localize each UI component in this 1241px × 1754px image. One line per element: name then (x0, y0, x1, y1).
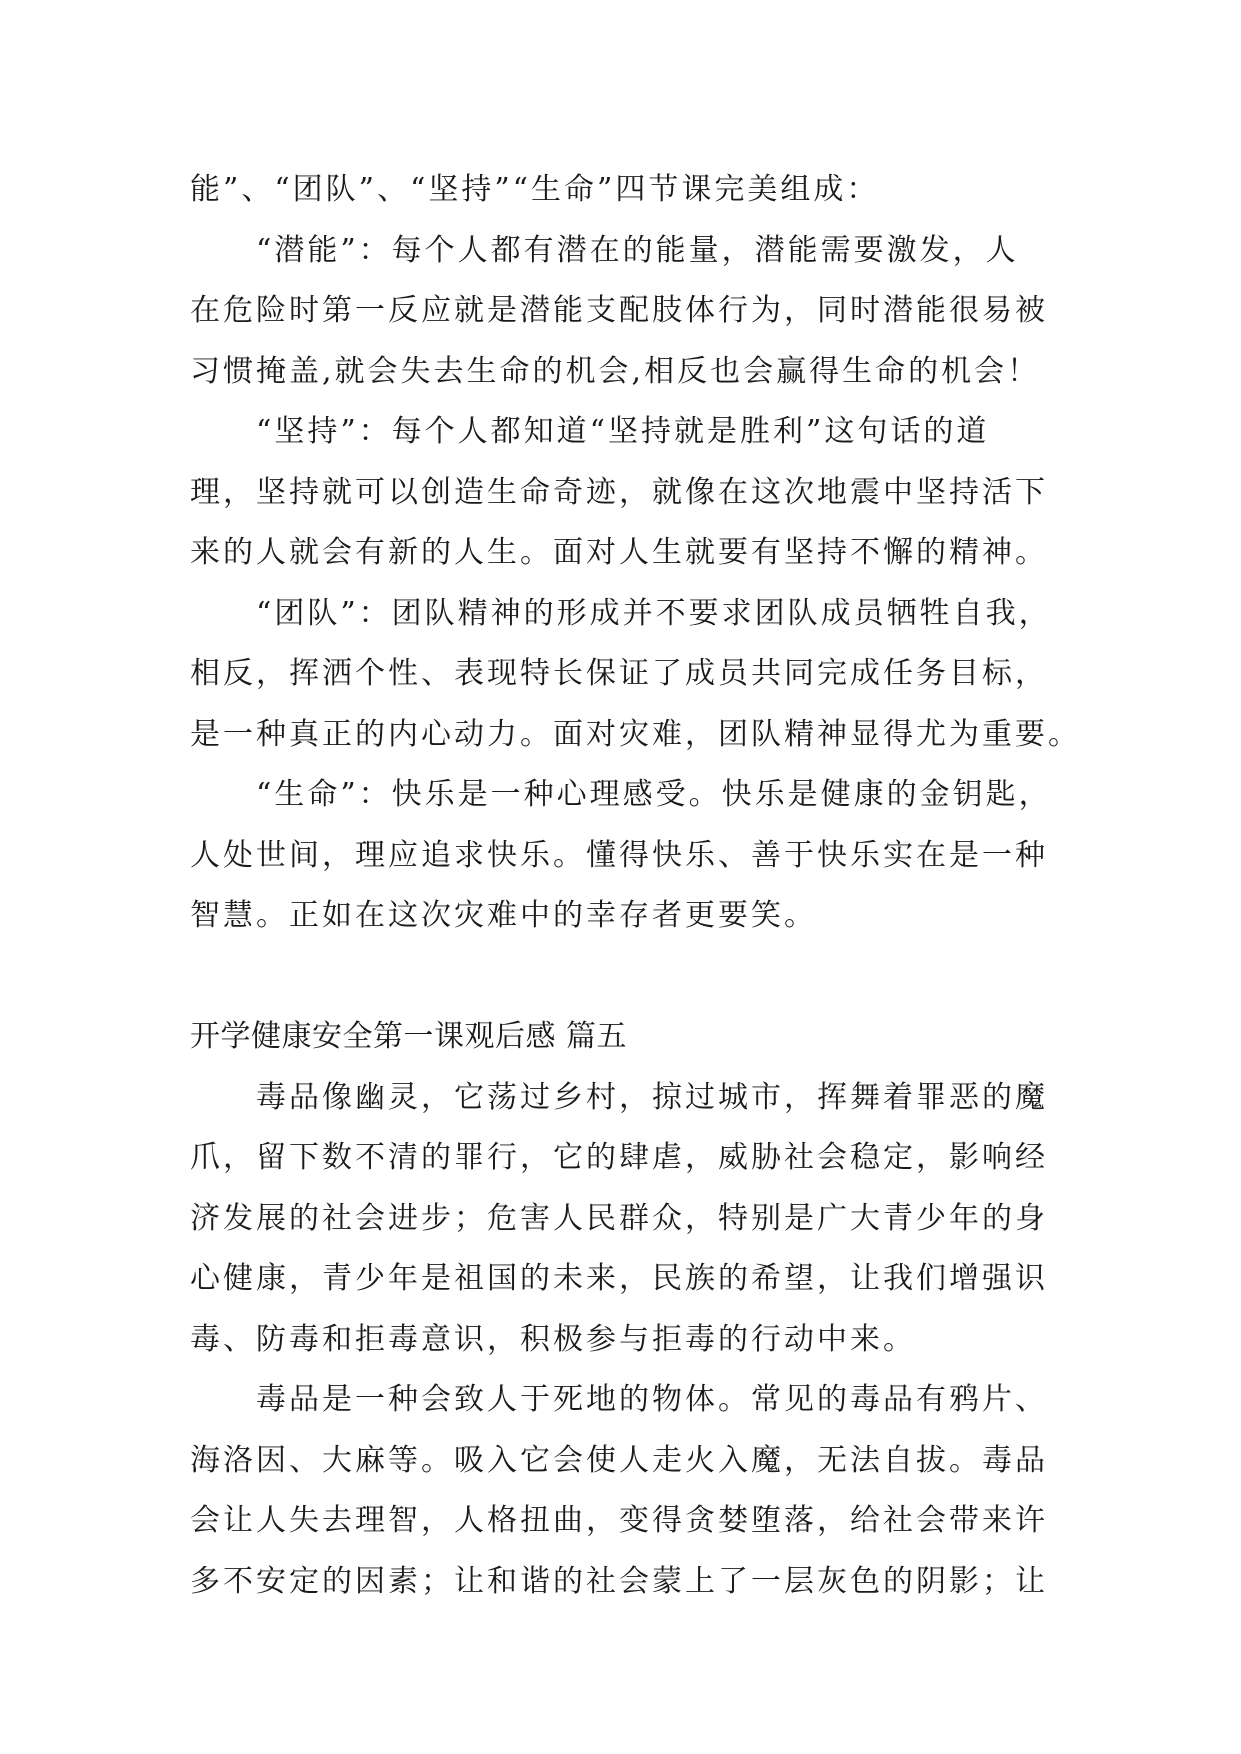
paragraph-line: 理，坚持就可以创造生命奇迹，就像在这次地震中坚持活下 (190, 474, 1048, 510)
paragraph-line: 爪，留下数不清的罪行，它的肆虐，威胁社会稳定，影响经 (190, 1140, 1048, 1175)
paragraph-potential (190, 221, 1050, 403)
paragraph-line: 来的人就会有新的人生。面对人生就要有坚持不懈的精神。 (190, 535, 1048, 570)
section-heading: 开学健康安全第一课观后感 篇五 (190, 1019, 628, 1054)
blank-line (190, 947, 1050, 1008)
paragraph-line: 人处世间，理应追求快乐。懂得快乐、善于快乐实在是一种 (190, 837, 1048, 873)
paragraph-line: 济发展的社会进步；危害人民群众，特别是广大青少年的身 (190, 1200, 1048, 1236)
document-body (190, 160, 1081, 1612)
paragraph-team (190, 584, 1081, 766)
paragraph-line: “潜能”：每个人都有潜在的能量，潜能需要激发，人 (256, 232, 1019, 268)
paragraph-line: 会让人失去理智，人格扭曲，变得贪婪堕落，给社会带来许 (190, 1503, 1048, 1538)
paragraph-line: 在危险时第一反应就是潜能支配肢体行为，同时潜能很易被 (190, 293, 1048, 328)
paragraph-line: 智慧。正如在这次灾难中的幸存者更要笑。 (190, 898, 817, 933)
paragraph-line: “生命”：快乐是一种心理感受。快乐是健康的金钥匙， (256, 777, 1052, 812)
paragraph-line: 相反，挥洒个性、表现特长保证了成员共同完成任务目标， (190, 656, 1048, 691)
paragraph-line: 毒品是一种会致人于死地的物体。常见的毒品有鸦片、 (256, 1382, 1048, 1417)
paragraph-line: 习惯掩盖,就会失去生命的机会,相反也会赢得生命的机会！ (190, 353, 1041, 389)
paragraph-drugs-harm (190, 1370, 1050, 1612)
intro-line: 能”、“团队”、“坚持”“生命”四节课完美组成： (190, 172, 880, 207)
paragraph-line: “坚持”：每个人都知道“坚持就是胜利”这句话的道 (256, 414, 990, 449)
paragraph-line: “团队”：团队精神的形成并不要求团队成员牺牲自我， (256, 595, 1052, 631)
paragraph-persistence (190, 402, 1050, 584)
paragraph-line: 毒品像幽灵，它荡过乡村，掠过城市，挥舞着罪恶的魔 (256, 1079, 1048, 1115)
paragraph-line: 是一种真正的内心动力。面对灾难，团队精神显得尤为重要。 (190, 716, 1081, 752)
paragraph-life (190, 765, 1050, 947)
paragraph-drugs-intro (190, 1068, 1050, 1371)
paragraph-line: 心健康，青少年是祖国的未来，民族的希望，让我们增强识 (190, 1261, 1048, 1296)
paragraph-line: 海洛因、大麻等。吸入它会使人走火入魔，无法自拔。毒品 (190, 1442, 1048, 1478)
paragraph-line: 多不安定的因素；让和谐的社会蒙上了一层灰色的阴影；让 (190, 1563, 1048, 1599)
paragraph-line: 毒、防毒和拒毒意识，积极参与拒毒的行动中来。 (190, 1321, 916, 1357)
